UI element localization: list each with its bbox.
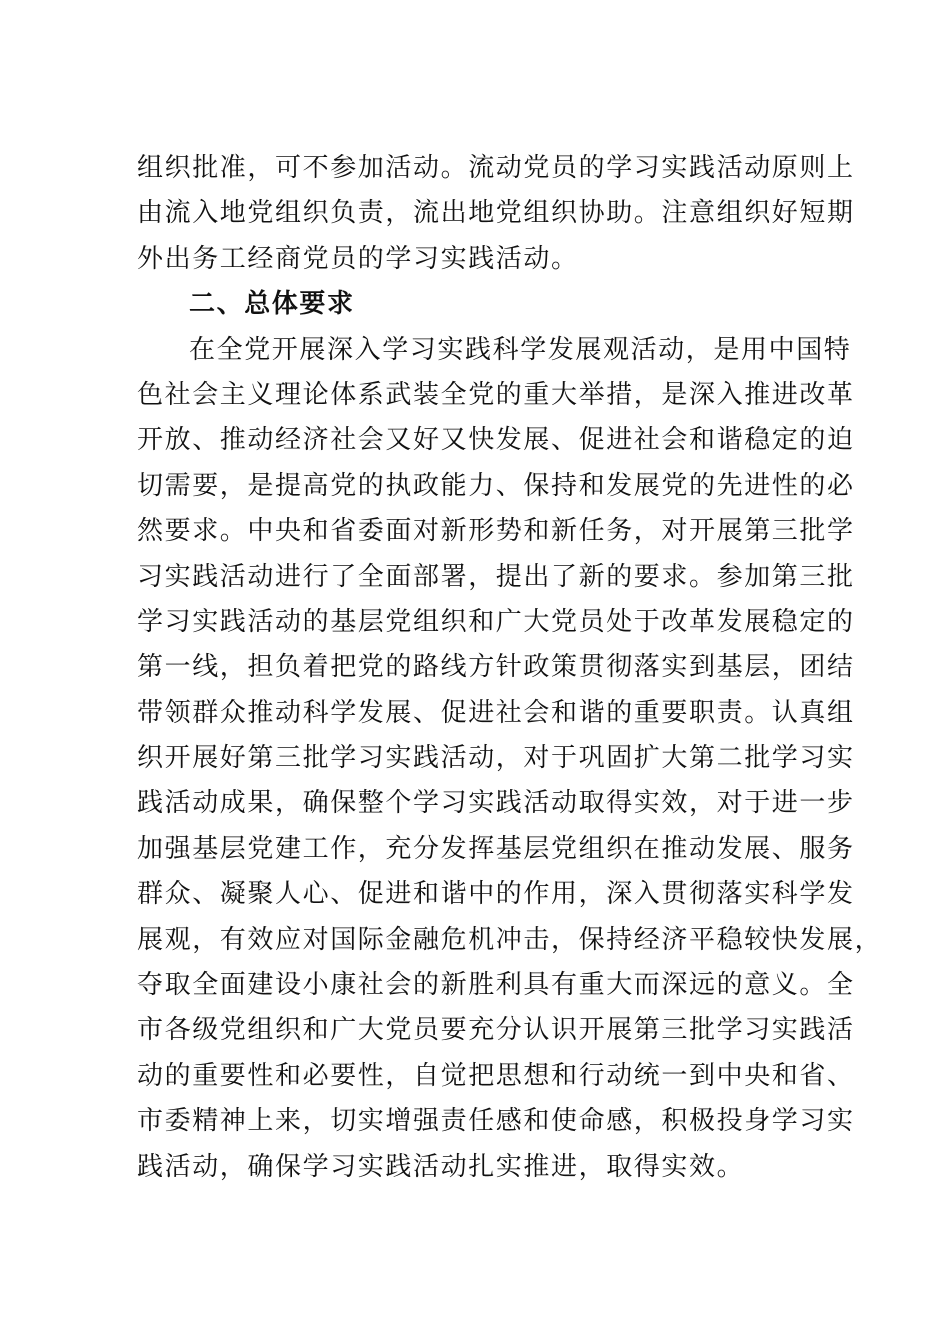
text-line: 夺取全面建设小康社会的新胜利具有重大而深远的意义。全 — [137, 970, 855, 1001]
text-line: 色社会主义理论体系武装全党的重大举措，是深入推进改革 — [137, 379, 855, 410]
text-line: 群众、凝聚人心、促进和谐中的作用，深入贯彻落实科学发 — [137, 879, 855, 910]
text-line: 织开展好第三批学习实践活动，对于巩固扩大第二批学习实 — [137, 743, 855, 774]
text-line: 第一线，担负着把党的路线方针政策贯彻落实到基层，团结 — [137, 652, 855, 683]
section-heading: 二、总体要求 — [189, 289, 355, 320]
continuation-paragraph — [137, 146, 855, 282]
document-text — [137, 146, 883, 1190]
text-line: 切需要，是提高党的执政能力、保持和发展党的先进性的必 — [137, 470, 855, 501]
text-line: 动的重要性和必要性，自觉把思想和行动统一到中央和省、 — [137, 1060, 855, 1091]
text-line: 然要求。中央和省委面对新形势和新任务，对开展第三批学 — [137, 516, 855, 547]
text-line: 外出务工经商党员的学习实践活动。 — [137, 243, 579, 274]
text-line: 在全党开展深入学习实践科学发展观活动，是用中国特 — [189, 334, 852, 365]
text-line: 践活动成果，确保整个学习实践活动取得实效，对于进一步 — [137, 788, 855, 819]
text-line: 习实践活动进行了全面部署，提出了新的要求。参加第三批 — [137, 561, 855, 592]
text-line: 由流入地党组织负责，流出地党组织协助。注意组织好短期 — [137, 198, 855, 229]
text-line: 展观，有效应对国际金融危机冲击，保持经济平稳较快发展， — [137, 924, 883, 955]
text-line: 加强基层党建工作，充分发挥基层党组织在推动发展、服务 — [137, 833, 855, 864]
text-line: 学习实践活动的基层党组织和广大党员处于改革发展稳定的 — [137, 606, 855, 637]
text-line: 带领群众推动科学发展、促进社会和谐的重要职责。认真组 — [137, 697, 855, 728]
text-line: 市委精神上来，切实增强责任感和使命感，积极投身学习实 — [137, 1106, 855, 1137]
body-paragraph — [137, 328, 883, 1190]
text-line: 践活动，确保学习实践活动扎实推进，取得实效。 — [137, 1151, 745, 1182]
text-line: 开放、推动经济社会又好又快发展、促进社会和谐稳定的迫 — [137, 425, 855, 456]
text-line: 组织批准，可不参加活动。流动党员的学习实践活动原则上 — [137, 153, 855, 183]
text-line: 市各级党组织和广大党员要充分认识开展第三批学习实践活 — [137, 1015, 855, 1046]
